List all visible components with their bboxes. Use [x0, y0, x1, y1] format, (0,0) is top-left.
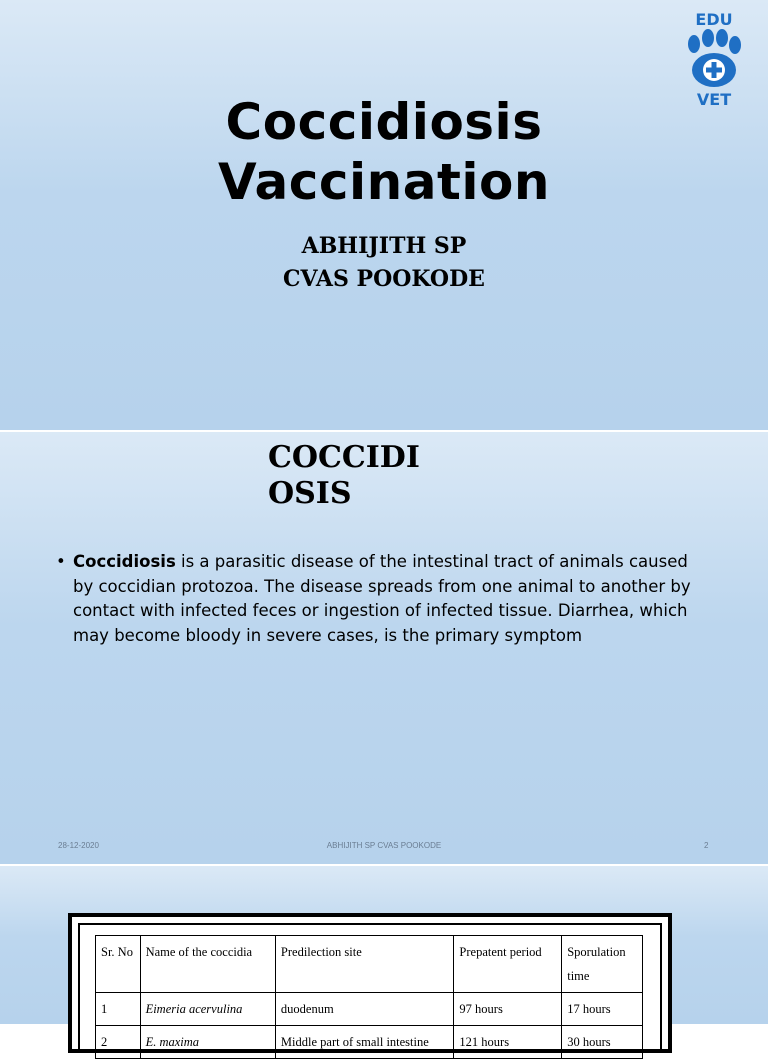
heading-line-2: OSIS	[268, 476, 352, 511]
footer-author: ABHIJITH SP CVAS POOKODE	[326, 841, 442, 850]
coccidia-table	[95, 935, 643, 1059]
table-cell: duodenum	[275, 993, 454, 1026]
header-coccidia-name: Name of the coccidia	[140, 936, 275, 993]
bullet-paragraph	[56, 550, 713, 648]
table-cell: E. maxima	[140, 1026, 275, 1059]
author-name: ABHIJITH SP	[301, 233, 467, 259]
eduvet-logo	[678, 8, 750, 112]
table-row	[96, 1026, 643, 1059]
institution-name: CVAS POOKODE	[283, 266, 485, 292]
logo-text-top: EDU	[695, 10, 733, 29]
logo-text-bottom: VET	[696, 90, 732, 109]
title-slide	[0, 0, 768, 430]
header-predilection-site: Predilection site	[275, 936, 454, 993]
slide-heading	[268, 440, 528, 512]
title-line-2: Vaccination	[218, 153, 550, 211]
table-cell: Middle part of small intestine	[275, 1026, 454, 1059]
table-cell: 1	[96, 993, 141, 1026]
table-slide	[0, 866, 768, 1049]
bullet-body-text: is a parasitic disease of the intestinal tract of animals caused by coccidian protozoa. The disease spreads from one animal to another by contact with infected feces or ingestion of infected tissue. Diarrhea, which may become bloody in severe cases, is the primary symptom	[73, 552, 691, 645]
footer-date: 28-12-2020	[58, 841, 99, 850]
header-sporulation-time: Sporulation time	[562, 936, 643, 993]
slide-title	[0, 92, 768, 212]
header-sr-no: Sr. No	[96, 936, 141, 993]
table-cell: Eimeria acervulina	[140, 993, 275, 1026]
table-cell: 121 hours	[454, 1026, 562, 1059]
footer-page-number: 2	[704, 841, 709, 850]
title-line-1: Coccidiosis	[225, 93, 543, 151]
table-cell: 2	[96, 1026, 141, 1059]
table-cell: 97 hours	[454, 993, 562, 1026]
table-cell: 17 hours	[562, 993, 643, 1026]
table-cell: 30 hours	[562, 1026, 643, 1059]
content-slide	[0, 432, 768, 864]
bullet-point: •	[56, 552, 66, 571]
heading-line-1: COCCIDI	[268, 440, 420, 475]
table-row	[96, 993, 643, 1026]
header-prepatent-period: Prepatent period	[454, 936, 562, 993]
slide-subtitle	[0, 230, 768, 296]
bullet-bold-term: Coccidiosis	[73, 552, 176, 571]
paw-cross-icon	[682, 30, 746, 90]
table-header-row	[96, 936, 643, 993]
